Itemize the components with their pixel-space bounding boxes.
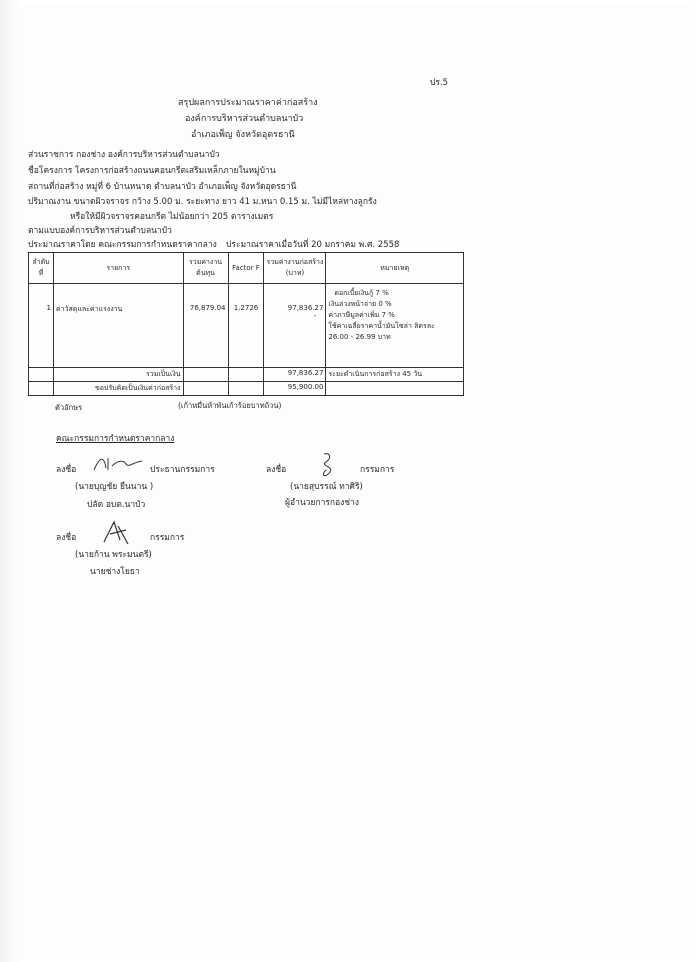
member1-signature — [312, 450, 352, 482]
col-no: ลำดับที่ — [29, 253, 54, 284]
location-line: สถานที่ก่อสร้าง หมู่ที่ 6 บ้านหนาด ตำบลนาบัว อำเภอเพ็ญ จังหวัดอุดรธานี — [28, 182, 297, 192]
header-line3: อำเภอเพ็ญ จังหวัดอุดรธานี — [191, 130, 295, 140]
sum-value: 97,836.27 — [264, 368, 326, 382]
table-row — [29, 284, 464, 368]
chair-role: ประธานกรรมการ — [150, 465, 215, 475]
duration: ระยะดำเนินการก่อสร้าง 45 วัน — [326, 368, 464, 382]
row-remarks — [326, 284, 464, 368]
table-header-row — [29, 253, 464, 284]
dept-line: ส่วนราชการ กองช่าง องค์การบริหารส่วนตำบลนาบัว — [28, 150, 220, 160]
committee-title: คณะกรรมการกำหนดราคากลาง — [56, 434, 175, 444]
col-total: รวมค่างานก่อสร้าง (บาท) — [264, 253, 326, 284]
member1-role: กรรมการ — [360, 465, 395, 475]
member1-name: (นายสุบรรณ์ ทาศิริ) — [290, 482, 363, 492]
col-cost: รวมค่างาน ต้นทุน — [183, 253, 228, 284]
row-cost: 76,879.04 — [183, 284, 228, 368]
remark-interest: ดอกเบี้ยเงินกู้ 7 % — [334, 289, 389, 297]
estimate-by: ประมาณราคาโดย คณะกรรมการกำหนดราคากลาง — [28, 240, 217, 250]
scan-edge — [0, 0, 22, 962]
member1-sign-label: ลงชื่อ — [266, 465, 287, 475]
member2-sign-label: ลงชื่อ — [56, 533, 77, 543]
col-item: รายการ — [53, 253, 183, 284]
member2-role: กรรมการ — [150, 533, 185, 543]
quantity-line: ปริมาณงาน ขนาดผิวจราจร กว้าง 5.00 ม. ระยะทาง ยาว 41 ม.หนา 0.15 ม. ไม่มีไหล่ทางลูกรัง — [28, 197, 377, 207]
chair-name: (นายบุญชัย ยืนนาน ) — [75, 482, 154, 492]
letters-label: ตัวอักษร — [55, 403, 83, 412]
table-rounded-row — [29, 382, 464, 396]
row-total: 97,836.27 — [287, 304, 324, 312]
member2-name: (นายก้าน พระมนตรี) — [75, 550, 152, 560]
rounded-value: 95,900.00 — [264, 382, 326, 396]
chair-signature — [90, 452, 150, 476]
estimate-date: ประมาณราคาเมื่อวันที่ 20 มกราคม พ.ศ. 2558 — [226, 240, 400, 250]
chair-position: ปลัด อบต.นาบัว — [87, 500, 146, 510]
remark-fuel: ใช้ค่าเฉลี่ยราคาน้ำมันโซล่า ลิตรละ — [328, 322, 435, 330]
remark-vat: ค่าภาษีมูลค่าเพิ่ม 7 % — [328, 311, 395, 319]
project-line: ชื่อโครงการ โครงการก่อสร้างถนนคอนกรีตเสริมเหล็กภายในหมู่บ้าน — [28, 166, 276, 176]
header-line2: องค์การบริหารส่วนตำบลนาบัว — [185, 114, 304, 124]
sum-label: รวมเป็นเงิน — [53, 368, 183, 382]
remark-advance: เงินล่วงหน้าจ่าย 0 % — [328, 300, 392, 308]
design-line: ตามแบบองค์การบริหารส่วนตำบลนาบัว — [28, 226, 172, 236]
member1-position: ผู้อำนวยการกองช่าง — [285, 498, 360, 508]
row-dash: - — [313, 312, 317, 320]
header-line1: สรุปผลการประมาณราคาค่าก่อสร้าง — [178, 98, 318, 108]
row-item: ค่าวัสดุและค่าแรงงาน — [53, 284, 183, 368]
row-total-cell — [264, 284, 326, 368]
member2-signature — [100, 518, 136, 546]
form-code: ปร.5 — [430, 78, 449, 88]
chair-sign-label: ลงชื่อ — [56, 465, 77, 475]
rounded-label: ขอปรับคิดเป็นเงินค่าก่อสร้าง — [53, 382, 183, 396]
row-no: 1 — [29, 284, 54, 368]
quantity-line-2: หรือให้มีผิวจราจรคอนกรีต ไม่น้อยกว่า 205 ตารางเมตร — [70, 212, 274, 222]
table-sum-row — [29, 368, 464, 382]
remark-fuel-price: 26.00 - 26.99 บาท — [328, 333, 391, 341]
col-factor: Factor F — [228, 253, 264, 284]
cost-table — [28, 252, 464, 396]
row-factor: 1.2726 — [228, 284, 264, 368]
member2-position: นายช่างโยธา — [90, 567, 140, 577]
col-remark: หมายเหตุ — [326, 253, 464, 284]
letters-value: (เก้าหมื่นห้าพันเก้าร้อยบาทถ้วน) — [178, 401, 282, 410]
